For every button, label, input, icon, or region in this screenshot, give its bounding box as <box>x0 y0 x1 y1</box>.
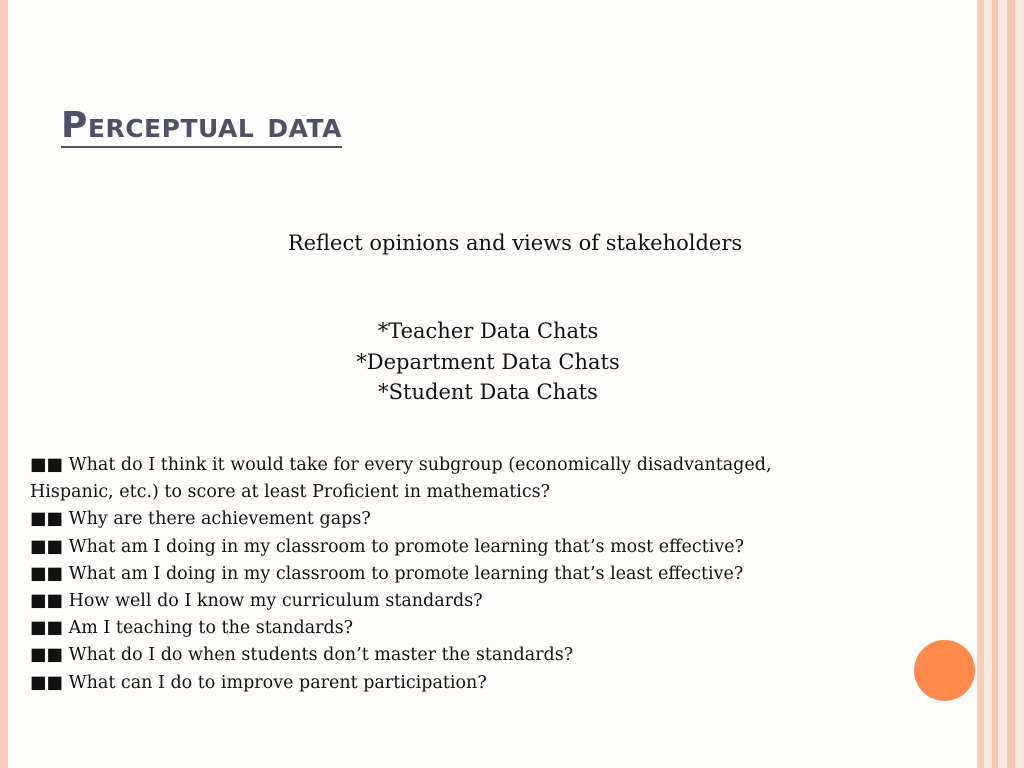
question-line: ■■ What am I doing in my classroom to promote learning that’s least effective? <box>30 563 744 584</box>
question-line: ■■ What do I do when students don’t master the standards? <box>30 645 574 666</box>
question-line: ■■ How well do I know my curriculum standards? <box>30 591 483 612</box>
question-list <box>30 452 910 697</box>
chat-item-department: *Department Data Chats <box>356 349 620 374</box>
stripe <box>998 0 1007 768</box>
question-line: ■■ Why are there achievement gaps? <box>30 509 371 530</box>
chat-list <box>0 316 976 408</box>
chat-item-student: *Student Data Chats <box>378 380 598 404</box>
slide-subtitle: Reflect opinions and views of stakeholders <box>287 231 743 255</box>
question-line: Hispanic, etc.) to score at least Proficient in mathematics? <box>30 482 551 503</box>
accent-circle <box>914 640 975 701</box>
stripe <box>984 0 992 768</box>
stripe <box>977 0 984 768</box>
stripe <box>1007 0 1015 768</box>
right-stripes <box>977 0 1024 768</box>
question-line: ■■ What am I doing in my classroom to promote learning that’s most effective? <box>30 536 744 557</box>
question-line: ■■ What do I think it would take for every subgroup (economically disadvantaged, <box>30 455 772 475</box>
stripe <box>1015 0 1024 768</box>
slide-title: Perceptual data <box>61 105 342 146</box>
question-line: ■■ Am I teaching to the standards? <box>30 618 354 639</box>
chat-item-teacher: *Teacher Data Chats <box>377 319 599 343</box>
question-line: ■■ What can I do to improve parent participation? <box>30 672 487 693</box>
